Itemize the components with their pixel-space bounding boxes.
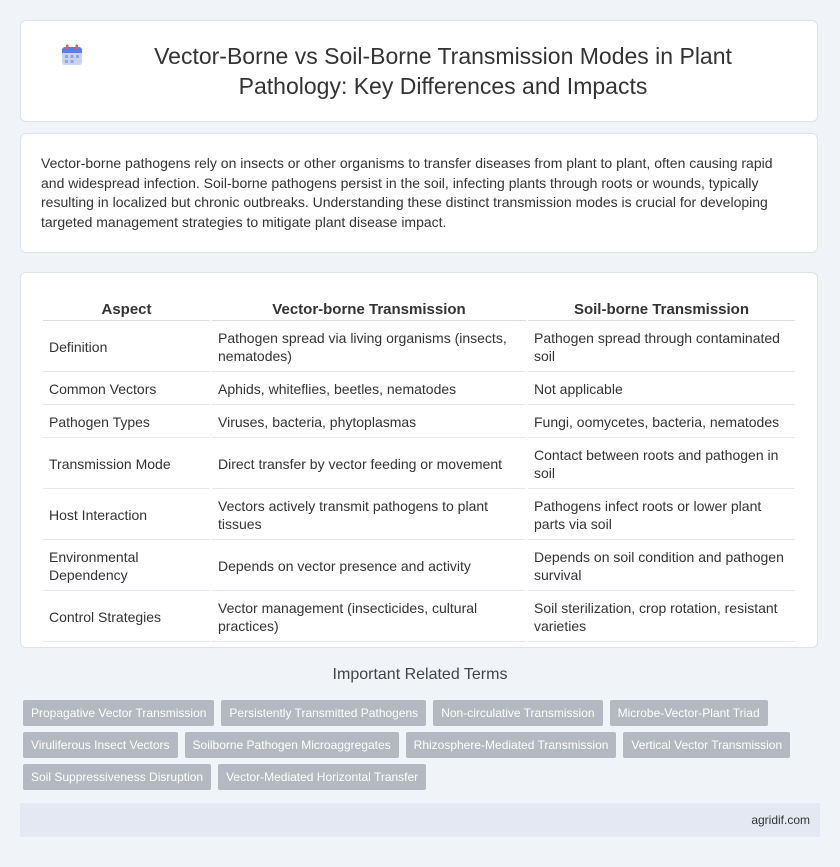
table-row [43, 593, 795, 642]
cell-soil: Not applicable [528, 374, 795, 405]
cell-vector: Vector management (insecticides, cultural practices) [212, 593, 526, 642]
table-row [43, 440, 795, 489]
term-tag[interactable]: Vector-Mediated Horizontal Transfer [218, 764, 426, 790]
cell-soil: Soil sterilization, crop rotation, resistant varieties [528, 593, 795, 642]
header-aspect: Aspect [43, 295, 210, 321]
term-tag[interactable]: Rhizosphere-Mediated Transmission [406, 732, 617, 758]
table-row [43, 407, 795, 438]
term-tag[interactable]: Viruliferous Insect Vectors [23, 732, 178, 758]
cell-aspect: Control Strategies [43, 593, 210, 642]
related-terms-list [23, 700, 813, 790]
cell-aspect: Definition [43, 323, 210, 372]
cell-aspect: Pathogen Types [43, 407, 210, 438]
cell-aspect: Environmental Dependency [43, 542, 210, 591]
header-card [20, 20, 818, 122]
intro-card [20, 133, 818, 253]
footer-site-link[interactable]: agridif.com [751, 813, 810, 827]
cell-aspect: Host Interaction [43, 491, 210, 540]
footer [20, 803, 820, 837]
table-header-row [43, 295, 795, 321]
term-tag[interactable]: Persistently Transmitted Pathogens [221, 700, 426, 726]
term-tag[interactable]: Propagative Vector Transmission [23, 700, 214, 726]
cell-aspect: Transmission Mode [43, 440, 210, 489]
page-title: Vector-Borne vs Soil-Borne Transmission Modes in Plant Pathology: Key Differences and Impacts [154, 43, 732, 99]
table-row [43, 323, 795, 372]
term-tag[interactable]: Vertical Vector Transmission [623, 732, 790, 758]
term-tag[interactable]: Soil Suppressiveness Disruption [23, 764, 211, 790]
cell-vector: Direct transfer by vector feeding or movement [212, 440, 526, 489]
comparison-card [20, 272, 818, 648]
term-tag[interactable]: Microbe-Vector-Plant Triad [610, 700, 768, 726]
header-soil-borne: Soil-borne Transmission [528, 295, 795, 321]
cell-vector: Pathogen spread via living organisms (insects, nematodes) [212, 323, 526, 372]
table-row [43, 491, 795, 540]
cell-vector: Vectors actively transmit pathogens to plant tissues [212, 491, 526, 540]
cell-aspect: Common Vectors [43, 374, 210, 405]
comparison-table [41, 293, 797, 644]
cell-soil: Pathogen spread through contaminated soil [528, 323, 795, 372]
cell-soil: Pathogens infect roots or lower plant parts via soil [528, 491, 795, 540]
table-row [43, 542, 795, 591]
cell-soil: Depends on soil condition and pathogen survival [528, 542, 795, 591]
cell-soil: Contact between roots and pathogen in soil [528, 440, 795, 489]
cell-vector: Depends on vector presence and activity [212, 542, 526, 591]
cell-soil: Fungi, oomycetes, bacteria, nematodes [528, 407, 795, 438]
related-terms-title: Important Related Terms [332, 666, 508, 683]
cell-vector: Viruses, bacteria, phytoplasmas [212, 407, 526, 438]
table-row [43, 374, 795, 405]
calendar-icon [61, 44, 83, 66]
header-vector-borne: Vector-borne Transmission [212, 295, 526, 321]
term-tag[interactable]: Soilborne Pathogen Microaggregates [185, 732, 399, 758]
intro-text: Vector-borne pathogens rely on insects or other organisms to transfer diseases from plant to plant, often causing rapid and widespread infection. Soil-borne pathogens persist in the soil, infecting plants through roots or wounds, typically resulting in localized but chronic outbreaks. Understanding these distinct transmission modes is crucial for developing targeted management strategies to mitigate plant disease impact. [41, 155, 773, 230]
term-tag[interactable]: Non-circulative Transmission [433, 700, 602, 726]
cell-vector: Aphids, whiteflies, beetles, nematodes [212, 374, 526, 405]
